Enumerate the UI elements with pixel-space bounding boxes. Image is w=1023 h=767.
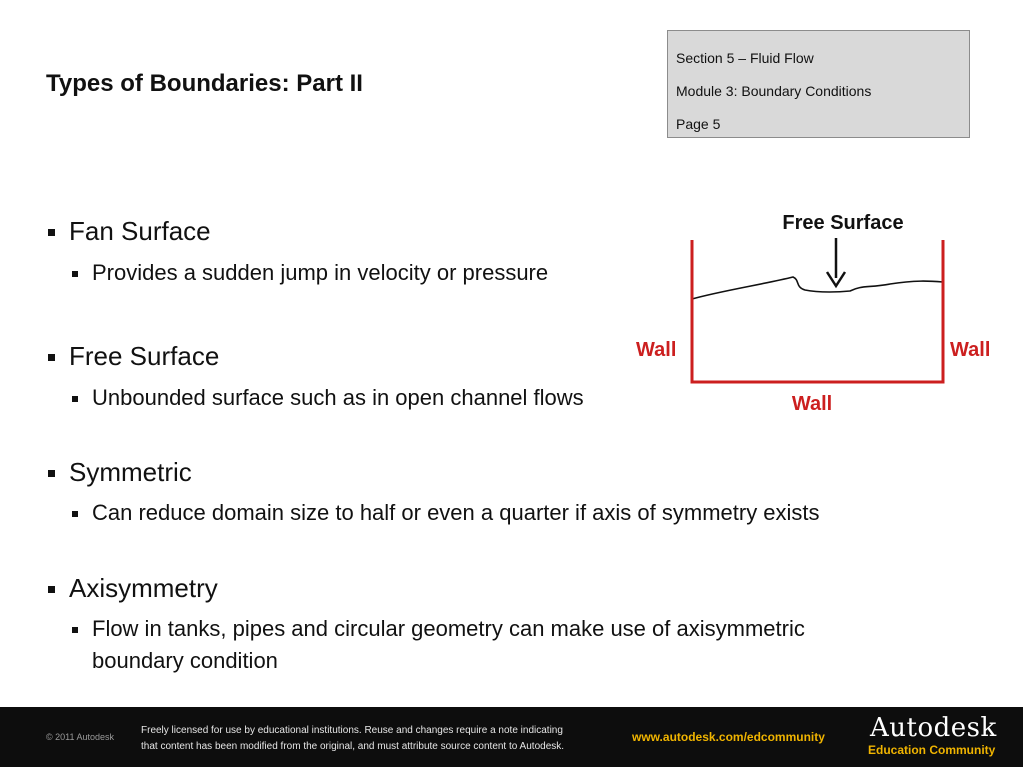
license-text [141, 723, 564, 755]
sub-bullet-axisymmetry-continued [72, 648, 278, 674]
bullet-symmetric [48, 457, 192, 488]
sub-bullet-marker [72, 271, 78, 277]
sub-bullet-marker [72, 511, 78, 517]
bullet-heading: Symmetric [69, 457, 192, 487]
bullet-free-surface [48, 341, 219, 372]
sub-bullet-text: Flow in tanks, pipes and circular geometry can make use of axisymmetric [92, 616, 805, 641]
bullet-marker [48, 229, 55, 236]
channel-walls [692, 240, 943, 382]
page-label: Page 5 [676, 116, 721, 132]
module-label: Module 3: Boundary Conditions [676, 83, 872, 99]
bullet-marker [48, 586, 55, 593]
bullet-heading: Axisymmetry [69, 573, 218, 603]
sub-bullet-fan-surface [72, 260, 548, 286]
bullet-heading: Fan Surface [69, 216, 211, 246]
slide-title: Types of Boundaries: Part II [46, 70, 363, 97]
open-channel-diagram [600, 200, 1010, 425]
sub-bullet-text: Can reduce domain size to half or even a quarter if axis of symmetry exists [92, 500, 820, 525]
license-line-2: that content has been modified from the original, and must attribute source content to Autodesk. [141, 741, 565, 752]
wall-right-label: Wall [950, 339, 991, 361]
sub-bullet-marker [72, 627, 78, 633]
community-url-link[interactable]: www.autodesk.com/edcommunity [632, 730, 825, 744]
bullet-fan-surface [48, 216, 211, 247]
license-line-1: Freely licensed for use by educational institutions. Reuse and changes require a note indicating [141, 725, 563, 736]
sub-bullet-text: Provides a sudden jump in velocity or pressure [92, 260, 549, 285]
wall-bottom-label: Wall [791, 393, 833, 415]
sub-bullet-free-surface [72, 385, 584, 411]
sub-bullet-symmetric [72, 500, 820, 526]
bullet-heading: Free Surface [69, 341, 220, 371]
bullet-marker [48, 470, 55, 477]
bullet-axisymmetry [48, 573, 218, 604]
sub-bullet-axisymmetry [72, 616, 805, 642]
bullet-marker [48, 354, 55, 361]
wall-left-label: Wall [636, 339, 677, 361]
section-label: Section 5 – Fluid Flow [676, 50, 814, 66]
section-info-box [667, 30, 970, 138]
education-community-label: Education Community [868, 743, 996, 757]
copyright-text: © 2011 Autodesk [46, 732, 115, 742]
free-surface-label: Free Surface [782, 212, 904, 234]
sub-bullet-marker [72, 396, 78, 402]
free-surface-curve [692, 277, 943, 299]
sub-bullet-text: boundary condition [92, 648, 278, 673]
footer-bar [0, 707, 1023, 767]
sub-bullet-text: Unbounded surface such as in open channel flows [92, 385, 584, 410]
autodesk-logo: Autodesk [870, 713, 997, 743]
